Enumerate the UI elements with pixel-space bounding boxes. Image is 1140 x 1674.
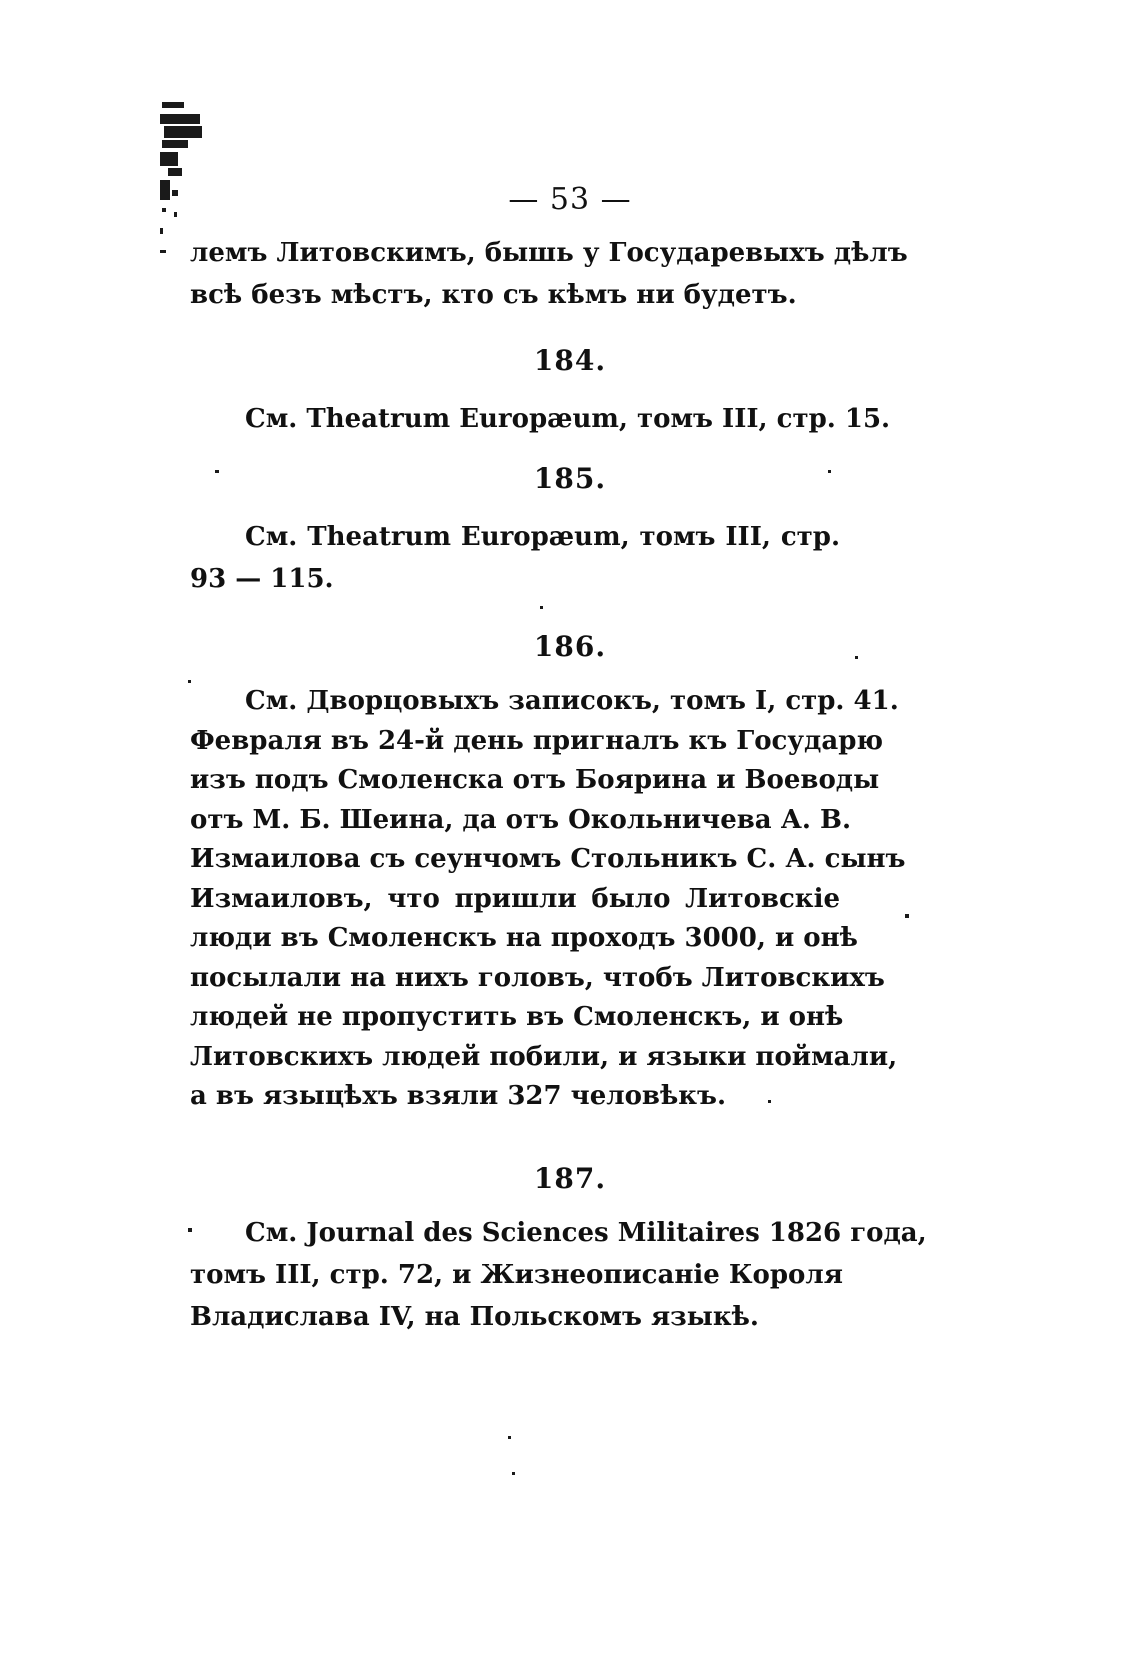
note-number-186: 186.	[533, 630, 607, 663]
note-187-text	[190, 1212, 927, 1338]
text-line: посылали на нихъ головъ, чтобъ Литовскихъ	[190, 962, 885, 993]
note-184-text	[190, 398, 891, 440]
text-line: изъ подъ Смоленска отъ Боярина и Воеводы	[190, 765, 880, 795]
text-line: См. Journal des Sciences Militaires 1826 года,	[245, 1218, 927, 1248]
note-number-184: 184.	[533, 344, 607, 377]
text-line: всѣ безъ мѣстъ, кто съ кѣмъ ни будетъ.	[190, 280, 797, 310]
text-line: людей не пропустить въ Смоленскъ, и онѣ	[190, 1002, 844, 1032]
text-line: Владислава IV, на Польскомъ языкѣ.	[190, 1302, 759, 1332]
text-line: люди въ Смоленскъ на проходъ 3000, и онѣ	[190, 923, 858, 953]
text-line: См. Theatrum Europæum, томъ III, стр.	[245, 522, 840, 552]
text-line: отъ М. Б. Шеина, да отъ Окольничева А. В.	[190, 804, 852, 835]
scan-speck	[508, 1436, 511, 1439]
text-line: 93 — 115.	[190, 564, 334, 594]
note-186-text	[190, 682, 906, 1117]
text-line: Февраля въ 24-й день пригналъ къ Государю	[190, 725, 884, 756]
scan-speck	[540, 606, 543, 609]
text-line: лемъ Литовскимъ, бышь у Государевыхъ дѣлъ	[190, 238, 908, 268]
text-line: Литовскихъ людей побили, и языки поймали,	[190, 1041, 898, 1072]
scan-speck	[512, 1472, 515, 1475]
note-number-187: 187.	[533, 1162, 607, 1195]
note-185-text	[190, 516, 840, 600]
text-line: Измаилова съ сеунчомъ Стольникъ С. А. сынъ	[190, 844, 906, 874]
scan-speck	[905, 914, 909, 918]
page-number: — 53 —	[508, 182, 632, 217]
continuation-text	[190, 232, 908, 316]
note-number-185: 185.	[533, 462, 607, 495]
text-line: Измаиловъ, что пришли было Литовскіе	[190, 883, 840, 914]
text-line: См. Дворцовыхъ записокъ, томъ I, стр. 41.	[245, 686, 899, 716]
text-line: См. Theatrum Europæum, томъ III, стр. 15.	[245, 404, 891, 434]
text-line: томъ III, стр. 72, и Жизнеописаніе Короля	[190, 1260, 843, 1290]
text-line: а въ языцѣхъ взяли 327 человѣкъ.	[190, 1081, 727, 1111]
